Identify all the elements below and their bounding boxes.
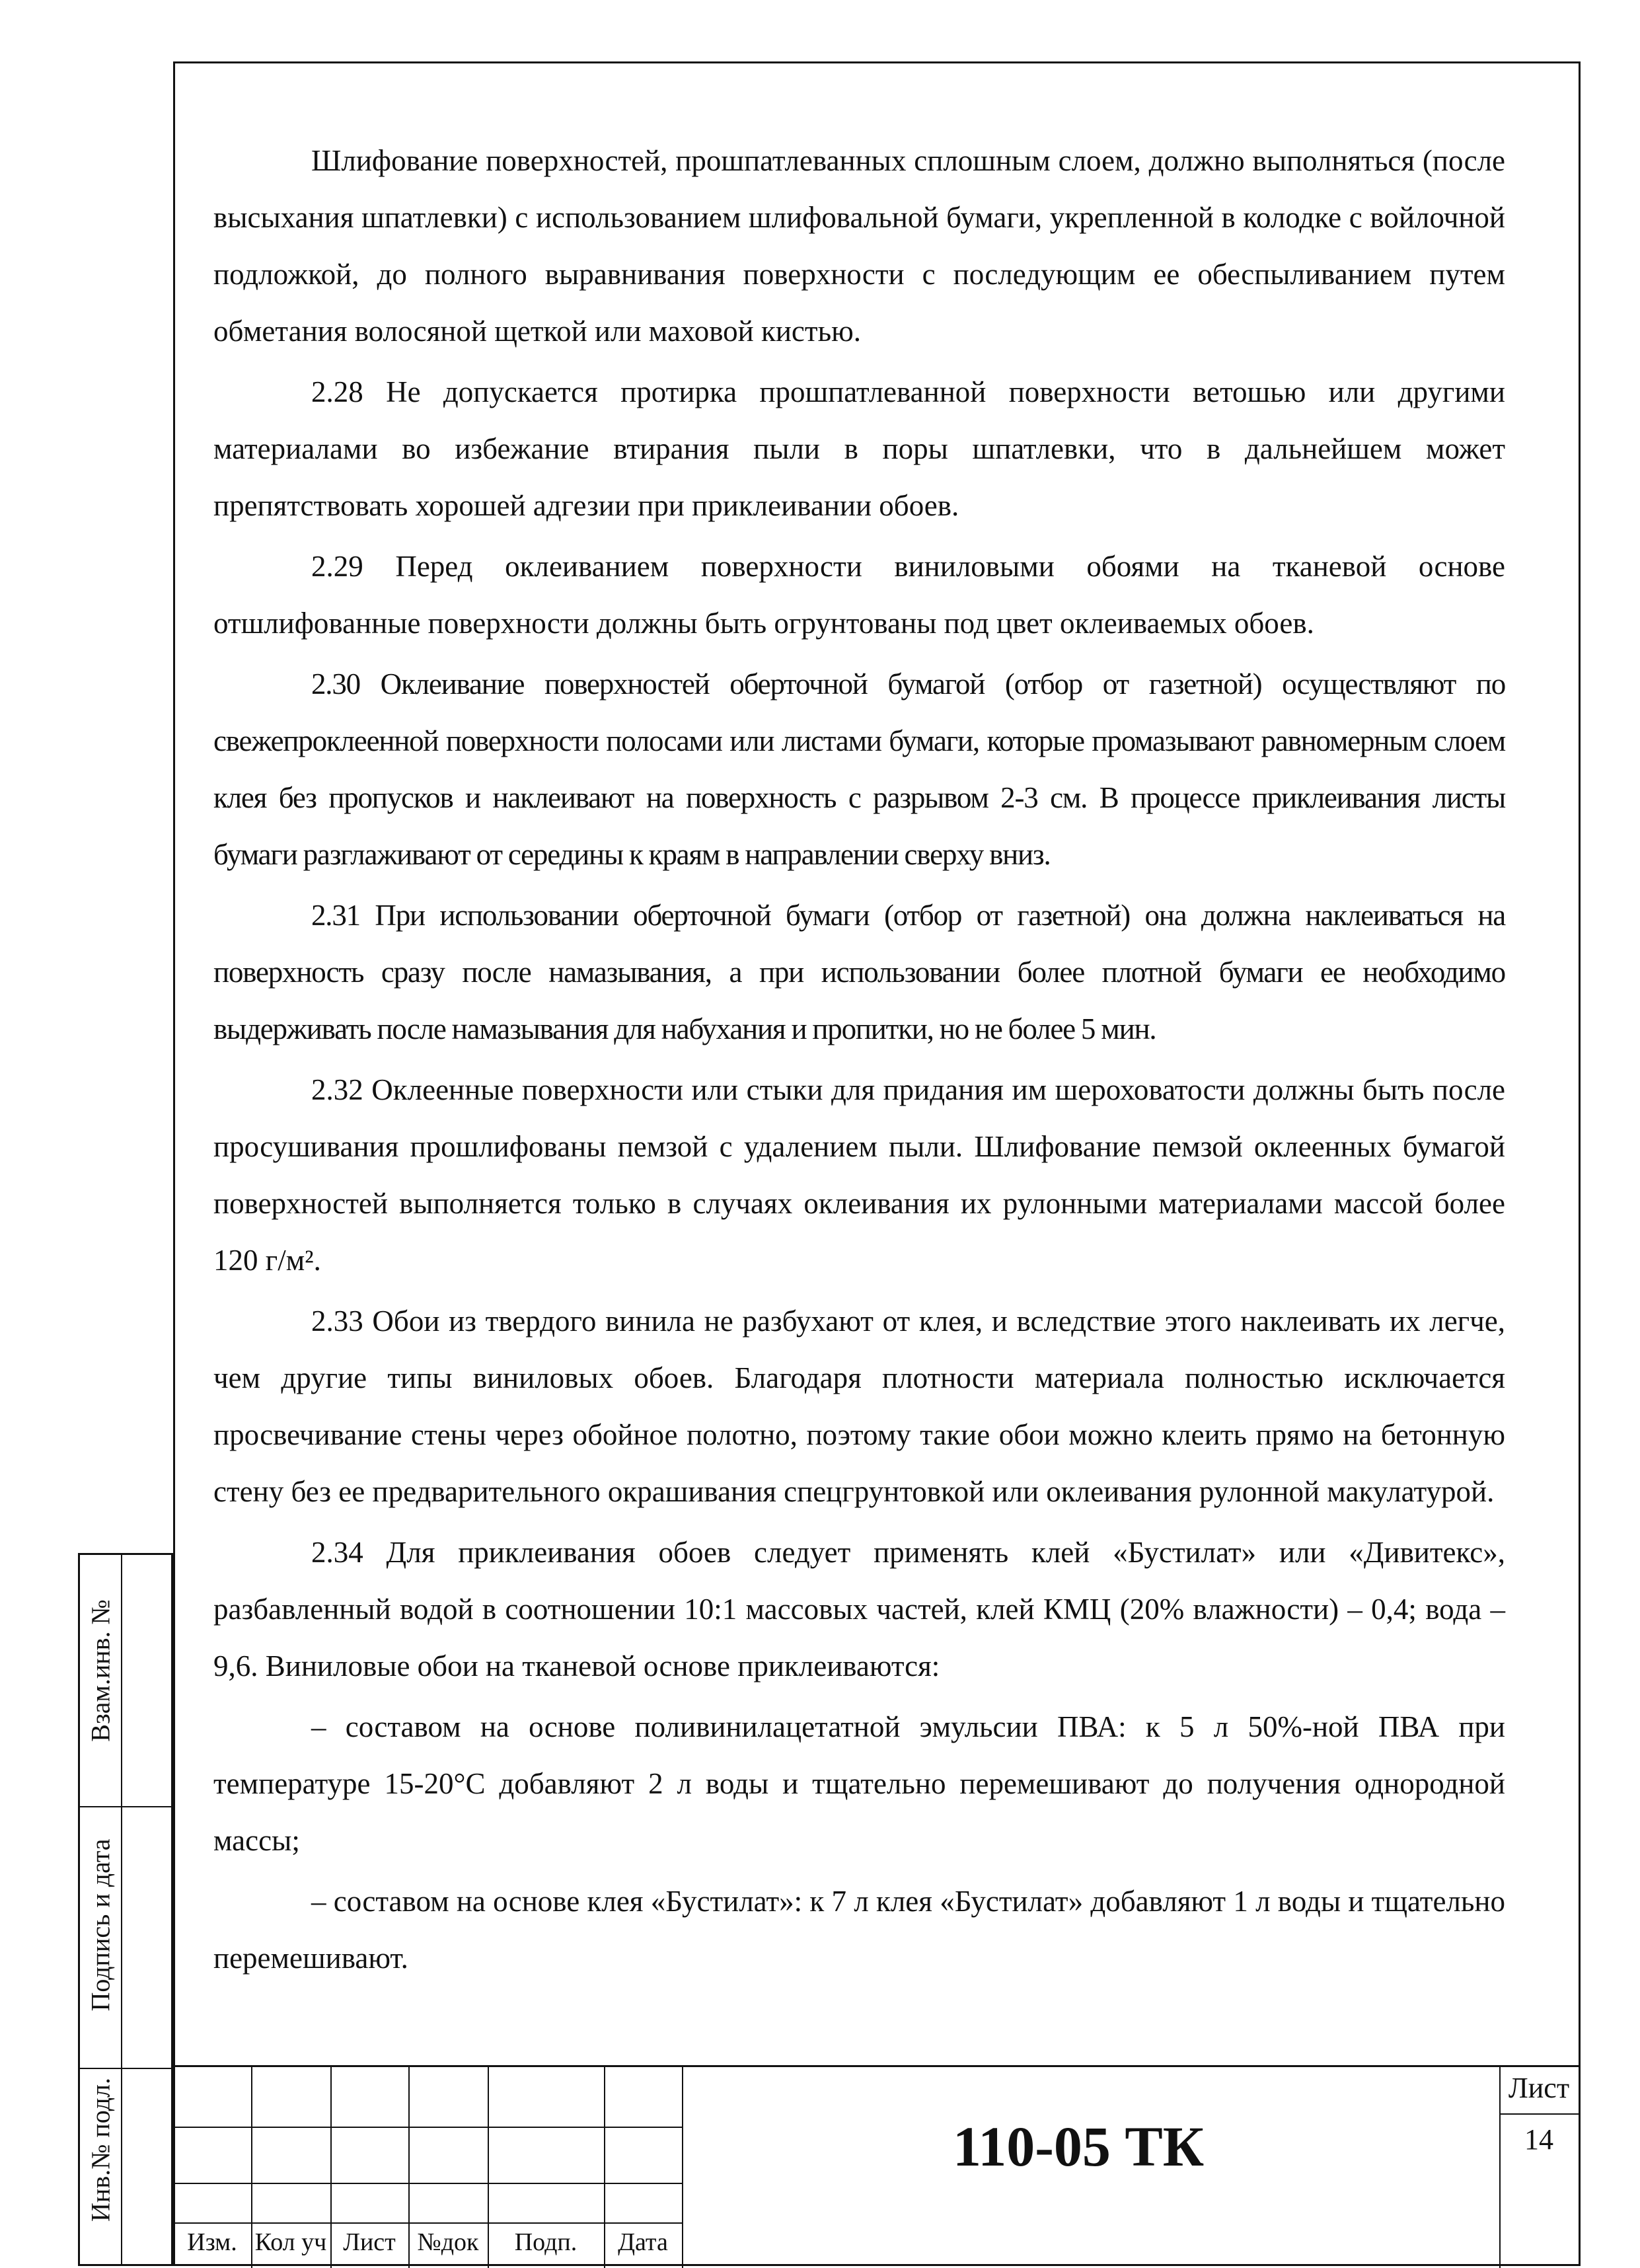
- title-block: [173, 2065, 1581, 2266]
- col-kol-uch: Кол уч: [254, 2228, 327, 2256]
- paragraph-2-31: 2.31 При использовании оберточной бумаги (отбор от газетной) она должна наклеиваться на поверхность сразу после намазывания, а при использовании более плотной бумаги ее необходимо выдерживать после намазывания для набухания и пропитки, но не более 5 мин.: [213, 899, 1505, 1045]
- paragraph-2-32: 2.32 Оклеенные поверхности или стыки для придания им шероховатости должны быть после просушивания прошлифованы пемзой с удалением пыли. Шлифование пемзой оклеенных бумагой поверхностей выполняется только в случаях оклеивания их рулонными материалами массой более 120 г/м².: [213, 1073, 1505, 1277]
- paragraph-2-28: 2.28 Не допускается протирка прошпатлеванной поверхности ветошью или другими материалами во избежание втирания пыли в поры шпатлевки, что в дальнейшем может препятствовать хорошей адгезии при приклеивании обоев.: [213, 375, 1505, 522]
- col-ndok: №док: [417, 2228, 479, 2256]
- document-code: 110-05 ТК: [952, 2115, 1205, 2178]
- col-data: Дата: [618, 2228, 668, 2256]
- col-list: Лист: [343, 2228, 396, 2256]
- paragraph-2-30: 2.30 Оклеивание поверхностей оберточной бумагой (отбор от газетной) осуществляют по свежепроклеенной поверхности полосами или листами бумаги, которые промазывают равномерным слоем клея без пропусков и наклеивают на поверхность с разрывом 2-3 см. В процессе приклеивания листы бумаги разглаживают от середины к краям в направлении сверху вниз.: [213, 667, 1505, 871]
- paragraph: Шлифование поверхностей, прошпатлеванных сплошным слоем, должно выполняться (после высыхания шпатлевки) с использованием шлифовальной бумаги, укрепленной в колодке с войлочной подложкой, до полного выравнивания поверхности с последующим ее обеспыливанием путем обметания волосяной щеткой или маховой кистью.: [213, 144, 1505, 348]
- paragraph-2-29: 2.29 Перед оклеиванием поверхности виниловыми обоями на тканевой основе отшлифованные поверхности должны быть огрунтованы под цвет оклеиваемых обоев.: [213, 550, 1505, 640]
- list-item-pva: – составом на основе поливинилацетатной эмульсии ПВА: к 5 л 50%-ной ПВА при температуре 15-20°С добавляют 2 л воды и тщательно перемешивают до получения однородной массы;: [213, 1710, 1505, 1857]
- inv-podl-label: Инв.№ подл.: [85, 2078, 116, 2222]
- podpis-data-label: Подпись и дата: [85, 1838, 116, 2012]
- side-stamp: [78, 1553, 173, 2266]
- list-item-bustilat: – составом на основе клея «Бустилат»: к 7 л клея «Бустилат» добавляют 1 л воды и тщательно перемешивают.: [213, 1885, 1505, 1975]
- document-body: [213, 132, 1505, 1990]
- col-izm: Изм.: [187, 2228, 237, 2256]
- sheet-label: Лист: [1508, 2072, 1570, 2104]
- vzam-inv-label: Взам.инв. №: [85, 1599, 116, 1742]
- paragraph-2-34: 2.34 Для приклеивания обоев следует применять клей «Бустилат» или «Дивитекс», разбавленный водой в соотношении 10:1 массовых частей, клей КМЦ (20% влажности) – 0,4; вода – 9,6. Виниловые обои на тканевой основе приклеиваются:: [213, 1536, 1505, 1682]
- col-podp: Подп.: [514, 2228, 578, 2256]
- sheet-number: 14: [1524, 2123, 1553, 2156]
- paragraph-2-33: 2.33 Обои из твердого винила не разбухают от клея, и вследствие этого наклеивать их легче, чем другие типы виниловых обоев. Благодаря плотности материала полностью исключается просвечивание стены через обойное полотно, поэтому такие обои можно клеить прямо на бетонную стену без ее предварительного окрашивания спецгрунтовкой или оклеивания рулонной макулатурой.: [213, 1304, 1505, 1508]
